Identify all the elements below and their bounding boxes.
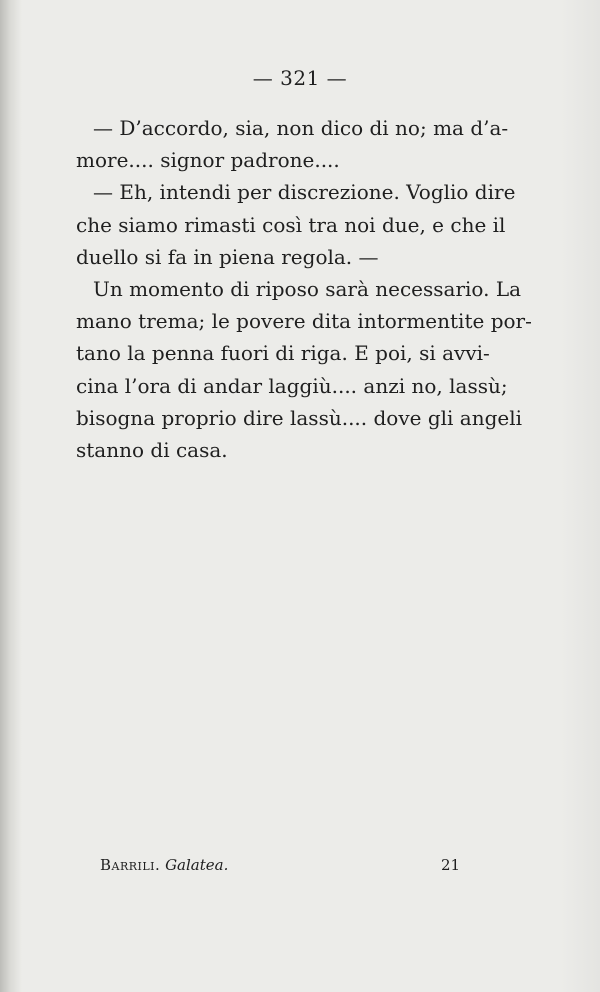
text-line: bisogna proprio dire lassù.... dove gli angeli <box>76 405 523 430</box>
paragraph-1 <box>76 112 509 176</box>
footer-signature-number: 21 <box>441 856 461 874</box>
body-text <box>76 112 532 466</box>
paragraph-2 <box>76 176 516 273</box>
footer-author: Barrili. <box>100 856 161 874</box>
footer-signature-mark <box>100 856 228 874</box>
page-number-header: — 321 — <box>252 66 348 90</box>
paragraph-3 <box>76 273 532 466</box>
text-line: — D’accordo, sia, non dico di no; ma d’a- <box>93 116 509 140</box>
text-line: tano la penna fuori di riga. E poi, si avvi- <box>76 341 490 366</box>
text-line: duello si fa in piena regola. — <box>76 244 379 269</box>
text-line: mano trema; le povere dita intormentite por- <box>76 309 532 334</box>
text-line: Un momento di riposo sarà necessario. La <box>93 277 522 302</box>
text-line: che siamo rimasti così tra noi due, e che il <box>76 212 506 237</box>
text-line: — Eh, intendi per discrezione. Voglio dire <box>93 180 516 205</box>
footer-title: Galatea. <box>165 856 229 874</box>
text-line: cina l’ora di andar laggiù.... anzi no, lassù; <box>76 373 508 398</box>
text-line: more.... signor padrone.... <box>76 148 340 173</box>
text-line: stanno di casa. <box>76 438 228 463</box>
